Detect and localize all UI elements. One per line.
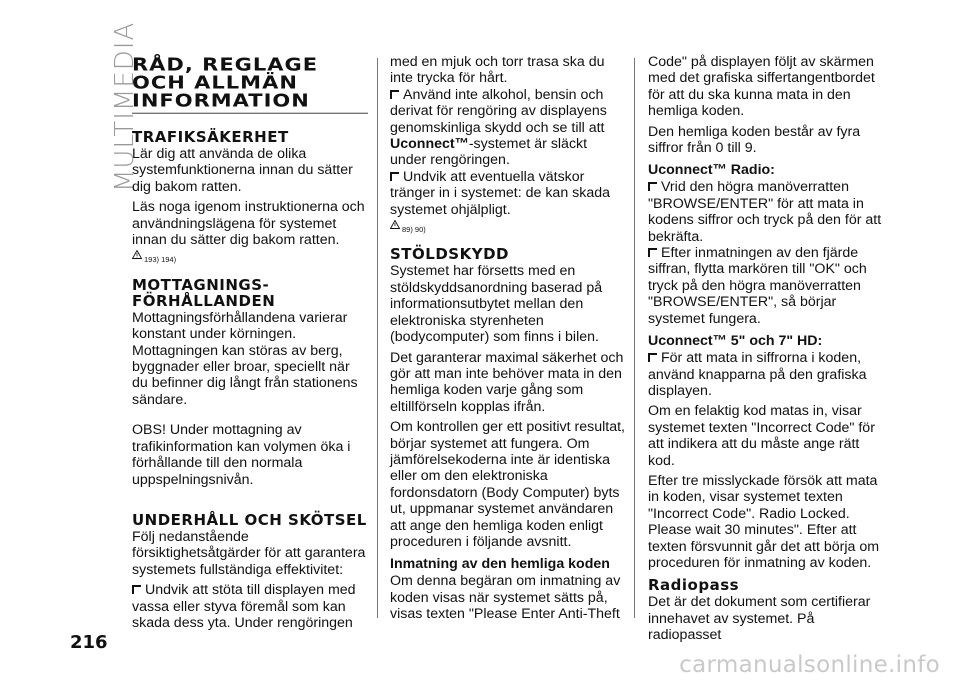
bullet-icon [648,248,657,257]
heading-radiopass: Radiopass [648,576,740,595]
bullet-item: Efter inmatningen av den fjärde siffran, flytta markören till "OK" och tryck på den högra manöverratten "BROWSE/ENTER", så börjar systemet fungera. [648,245,867,327]
page-number: 216 [70,632,108,653]
page-title: RÅD, REGLAGE OCH ALLMÄN INFORMATION [132,56,368,114]
heading-theft-protection: STÖLDSKYDD [390,245,509,264]
heading-reception-conditions: MOTTAGNINGS-FÖRHÅLLANDEN [132,275,276,310]
bullet-item: Undvik att stöta till displayen med vassa eller styva föremål som kan skada dess yta. Under rengöringen [132,582,356,631]
bullet-icon [132,585,141,594]
column-divider [634,58,635,618]
paragraph: Den hemliga koden består av fyra siffror från 0 till 9. [648,123,861,157]
bullet-item: Använd inte alkohol, bensin och derivat för rengöring av displayens genomskinliga skydd och se till att Uconnect™-systemet är släckt under rengöringen. [390,86,607,169]
paragraph: Följ nedanstående försiktighetsåtgärder för att garantera systemets fullständiga effektivitet: [132,528,366,578]
info-triangle-icon [390,220,400,229]
paragraph: Code" på displayen följt av skärmen med det grafiska siffertangentbordet för att du ska kunna mata in den hemliga koden. [648,54,875,120]
heading-maintenance: UNDERHÅLL OCH SKÖTSEL [132,510,367,529]
text-column-3 [648,54,884,648]
watermark: carmanualsonline.info [679,652,940,678]
warning-references: 193) 194) [144,252,368,268]
paragraph: Om kontrollen ger ett positivt resultat, börjar systemet att fungera. Om jämförelsekoderna inte är identiska eller om den elektroniska fordonsdatorn (Body Computer) byts ut, uppmanar systemet användaren att ange den hemliga koden enligt proceduren i följande avsnitt. [390,419,625,550]
bullet-icon [648,353,657,362]
paragraph: Systemet har försetts med en stöldskyddsanordning baserad på informationsutbytet mellan den elektroniska styrenheten (bodycomputer) som finns i bilen. [390,263,603,346]
text-column-2 [390,54,626,627]
bullet-item: Vrid den högra manöverratten "BROWSE/ENTER" för att mata in kodens siffror och tryck på den för att bekräfta. [648,179,882,245]
paragraph: Det garanterar maximal säkerhet och gör att man inte behöver mata in den hemliga koden varje gång som eltillförseln kopplas ifrån. [390,349,624,415]
bullet-icon [390,90,399,99]
paragraph: Om denna begäran om inmatning av koden visas när systemet sätts på, visas texten "Please Enter Anti-Theft [390,573,621,623]
heading-uconnect-5-7-hd: Uconnect™ 5" och 7" HD: [648,333,823,350]
bullet-item: Undvik att eventuella vätskor tränger in i systemet: de kan skada systemet ohjälpligt. [390,168,611,218]
paragraph: Lär dig att använda de olika systemfunktionerna innan du sätter dig bakom ratten. [132,146,353,195]
column-divider [377,58,378,618]
paragraph: Läs noga igenom instruktionerna och användningslägena för systemet innan du sätter dig bakom ratten. [132,199,365,249]
paragraph: med en mjuk och torr trasa ska du inte trycka för hårt. [390,54,605,87]
paragraph: Efter tre misslyckade försök att mata in koden, visar systemet texten "Incorrect Code". Radio Locked. Please wait 30 minutes". Efter att texten försvunnit går det att börja om proceduren för inmatning av koden. [648,472,880,571]
paragraph: OBS! Under mottagning av trafikinformation kan volymen öka i förhållande till den normala uppspelningsnivån. [132,422,351,488]
bullet-item: För att mata in siffrorna i koden, använd knapparna på den grafiska displayen. [648,350,867,399]
heading-traffic-safety: TRAFIKSÄKERHET [132,128,289,146]
warning-references: 89) 90) [402,222,626,238]
paragraph: Om en felaktig kod matas in, visar systemet texten "Incorrect Code" för att indikera att du måste ange rätt kod. [648,403,875,469]
paragraph: Det är det dokument som certifierar innehavet av systemet. På radiopasset [648,594,871,644]
warning-triangle-icon [132,250,142,259]
text-column-1 [132,54,368,635]
heading-secret-code: Inmatning av den hemliga koden [390,556,610,573]
bullet-icon [390,172,399,181]
paragraph: Mottagningsförhållandena varierar konstant under körningen. Mottagningen kan störas av berg, byggnader eller broar, speciellt när du befinner dig långt från stationens sändare. [132,309,358,408]
heading-uconnect-radio: Uconnect™ Radio: [648,162,775,179]
section-side-label: MULTIMEDIA [110,21,140,192]
bullet-icon [648,182,657,191]
